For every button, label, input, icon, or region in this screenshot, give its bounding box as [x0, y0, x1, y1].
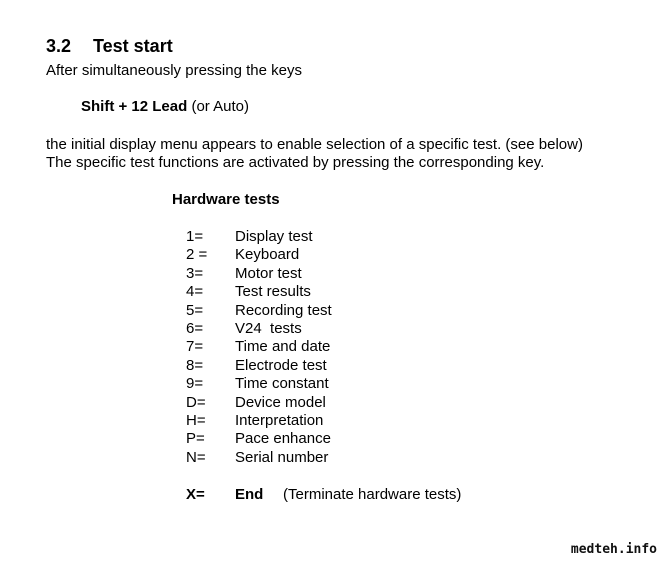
test-key: H= — [186, 411, 206, 429]
body-line: The specific test functions are activated by pressing the corresponding key. — [46, 154, 545, 171]
test-key: 6= — [186, 319, 204, 337]
test-key: 1= — [186, 228, 204, 245]
intro-text: After simultaneously pressing the keys — [46, 62, 302, 79]
test-key: N= — [186, 448, 206, 466]
test-label: Device model — [235, 393, 326, 411]
test-key: P= — [186, 430, 205, 448]
test-key: 2 = — [186, 246, 208, 264]
test-label: Motor test — [235, 264, 302, 282]
section-heading — [46, 36, 173, 57]
test-label: Display test — [235, 228, 313, 245]
test-key: D= — [186, 393, 206, 411]
test-label: Keyboard — [235, 246, 300, 264]
test-key: 5= — [186, 301, 204, 319]
body-line: the initial display menu appears to enable selection of a specific test. (see below) — [46, 136, 583, 153]
section-number: 3.2 — [46, 36, 72, 56]
test-label: Interpretation — [235, 411, 324, 429]
terminate-note: (Terminate hardware tests) — [283, 486, 462, 503]
test-key: 8= — [186, 356, 204, 374]
test-label: V24 tests — [235, 319, 302, 337]
test-key: 4= — [186, 283, 204, 301]
test-label: Time constant — [235, 375, 329, 393]
test-key: 9= — [186, 375, 204, 393]
hardware-tests-title: Hardware tests — [172, 191, 280, 208]
test-key: 7= — [186, 338, 204, 356]
key-combo-alt: (or Auto) — [191, 98, 249, 115]
test-key: 3= — [186, 264, 204, 282]
test-label: Test results — [235, 283, 311, 301]
key-combo-keys: Shift + 12 Lead — [81, 98, 188, 115]
watermark: medteh.info — [570, 542, 657, 557]
test-label: Recording test — [235, 301, 332, 319]
test-label: Serial number — [235, 448, 329, 466]
test-label: Electrode test — [235, 356, 327, 374]
test-label: Time and date — [235, 338, 331, 356]
terminate-row — [186, 486, 586, 504]
terminate-label: End — [235, 486, 264, 503]
key-combination — [81, 98, 249, 115]
test-label: Pace enhance — [235, 430, 331, 448]
terminate-key: X= — [186, 486, 205, 503]
section-title: Test start — [93, 36, 173, 56]
